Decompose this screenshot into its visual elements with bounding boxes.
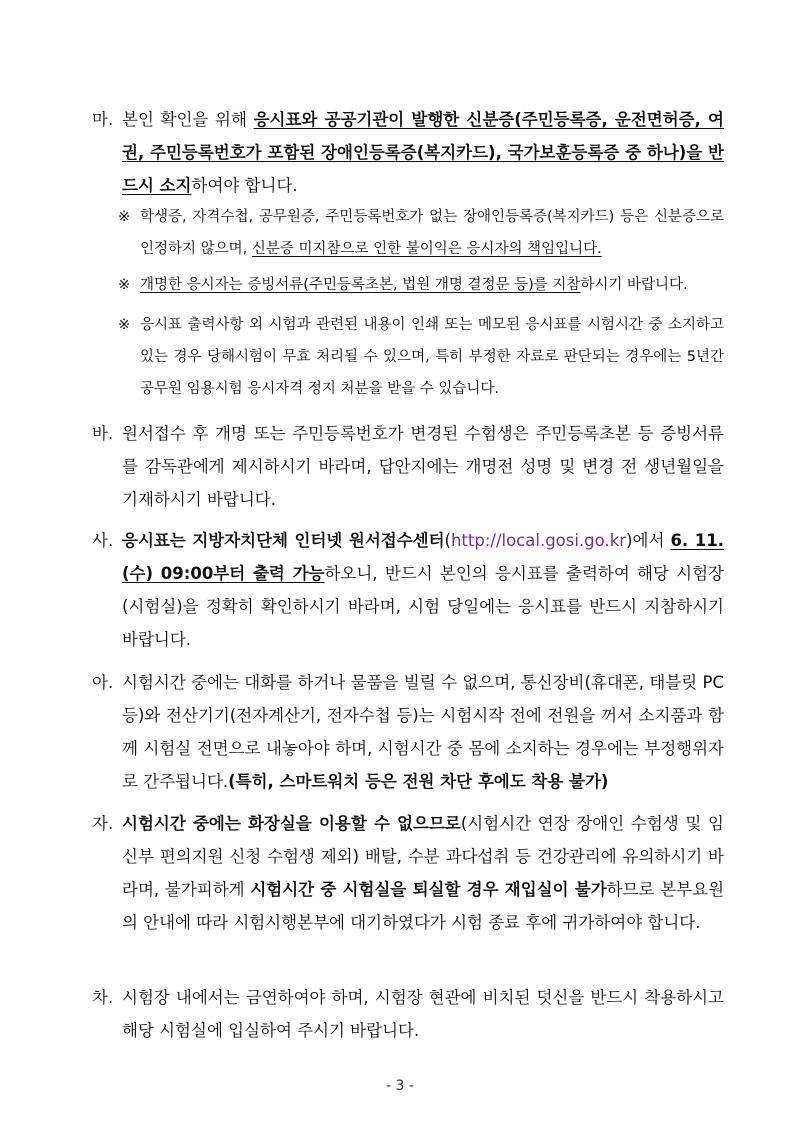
note-text: 하시기 바랍니다. xyxy=(580,277,688,293)
item-text: 시험시간 중에는 대화를 하거나 물품을 빌릴 수 없으며, 통신장비(휴대폰, 태블릿 PC 등)와 전산기기(전자계산기, 전자수첩 등)는 시험시작 전에 전원을 꺼서 소지품과 함께 시험실 전면으로 내놓아야 하며, 시험시간 중 몸에 소지하는 경우에는 부정행위자로 간주됩니다. xyxy=(122,673,724,791)
reentry-emphasis: 시험시간 중 시험실을 퇴실할 경우 재입실이 불가 xyxy=(250,880,607,899)
item-marker: 마. xyxy=(92,110,114,129)
note-ticket-memo xyxy=(118,309,724,405)
item-a xyxy=(92,666,724,798)
note-marker: ※ xyxy=(118,209,131,225)
note-marker: ※ xyxy=(118,277,131,293)
note-emphasis: 개명한 응시자는 증빙서류(주민등록초본, 법원 개명 결정문 등)를 지참 xyxy=(140,277,581,293)
item-ba xyxy=(92,417,724,516)
item-body xyxy=(122,666,724,798)
note-body: 응시표 출력사항 외 시험과 관련된 내용이 인쇄 또는 메모된 응시표를 시험시간 중 소지하고 있는 경우 당해시험이 무효 처리될 수 있으며, 특히 부정한 자료로 판단되는 경우에는 5년간 공무원 임용시험 응시자격 정지 처분을 받을 수 있습니다. xyxy=(140,317,724,397)
note-invalid-ids xyxy=(118,201,724,265)
item-text: 하오니, 반드시 본인의 응시표를 출력하여 해당 시험장(시험실)을 정확히 확인하시기 바라며, 시험 당일에는 응시표를 반드시 지참하시기 바랍니다. xyxy=(122,564,724,649)
item-text: ( xyxy=(444,531,451,550)
note-body xyxy=(140,269,724,301)
item-body xyxy=(122,807,724,939)
item-marker: 사. xyxy=(92,531,114,550)
item-cha xyxy=(92,981,724,1047)
item-sa xyxy=(92,524,724,656)
item-emphasis: 응시표는 지방자치단체 인터넷 원서접수센터 xyxy=(122,531,445,550)
note-name-change xyxy=(118,269,724,301)
note-marker: ※ xyxy=(118,317,131,333)
note-emphasis: 신분증 미지참으로 인한 불이익은 응시자의 책임입니다. xyxy=(251,241,602,257)
id-requirement-emphasis: 응시표와 공공기관이 발행한 신분증(주민등록증, 운전면허증, 여권, 주민등록번호가 포함된 장애인등록증(복지카드), 국가보훈등록증 중 하나)을 반드시 소지 xyxy=(122,110,724,195)
item-text: 하여야 합니다. xyxy=(191,176,298,195)
print-date-emphasis: 6. 11.(수) 09:00부터 출력 가능 xyxy=(122,531,724,583)
restroom-emphasis: 시험시간 중에는 화장실을 이용할 수 없으므로 xyxy=(122,814,461,833)
item-marker: 아. xyxy=(92,673,114,692)
item-body: 원서접수 후 개명 또는 주민등록번호가 변경된 수험생은 주민등록초본 등 증빙서류를 감독관에게 제시하시기 바라며, 답안지에는 개명전 성명 및 변경 전 생년월일을 기재하시기 바랍니다. xyxy=(122,424,724,509)
item-body xyxy=(122,524,724,656)
note-body xyxy=(140,201,724,265)
application-center-link[interactable]: http://local.gosi.go.kr xyxy=(450,531,627,550)
item-text: )에서 xyxy=(626,531,665,550)
item-ja xyxy=(92,807,724,939)
item-marker: 차. xyxy=(92,988,114,1007)
item-body xyxy=(122,103,724,202)
item-body: 시험장 내에서는 금연하여야 하며, 시험장 현관에 비치된 덧신을 반드시 착용하시고 해당 시험실에 입실하여 주시기 바랍니다. xyxy=(122,988,724,1040)
note-text: 학생증, 자격수첩, 공무원증, 주민등록번호가 없는 장애인등록증(복지카드) 등은 신분증으로 인정하지 않으며, xyxy=(140,209,724,257)
smartwatch-emphasis: (특히, 스마트워치 등은 전원 차단 후에도 착용 불가) xyxy=(228,772,609,791)
page-number: - 3 - xyxy=(386,1078,414,1094)
item-marker: 자. xyxy=(92,814,114,833)
item-text: 본인 확인을 위해 xyxy=(122,110,254,129)
item-marker: 바. xyxy=(92,424,114,443)
item-text: 하므로 본부요원의 안내에 따라 시험시행본부에 대기하였다가 시험 종료 후에 귀가하여야 합니다. xyxy=(122,880,725,932)
item-text: (시험시간 연장 장애인 수험생 및 임신부 편의지원 신청 수험생 제외) 배탈, 수분 과다섭취 등 건강관리에 유의하시기 바라며, 불가피하게 xyxy=(122,814,724,899)
item-ma xyxy=(92,103,724,202)
